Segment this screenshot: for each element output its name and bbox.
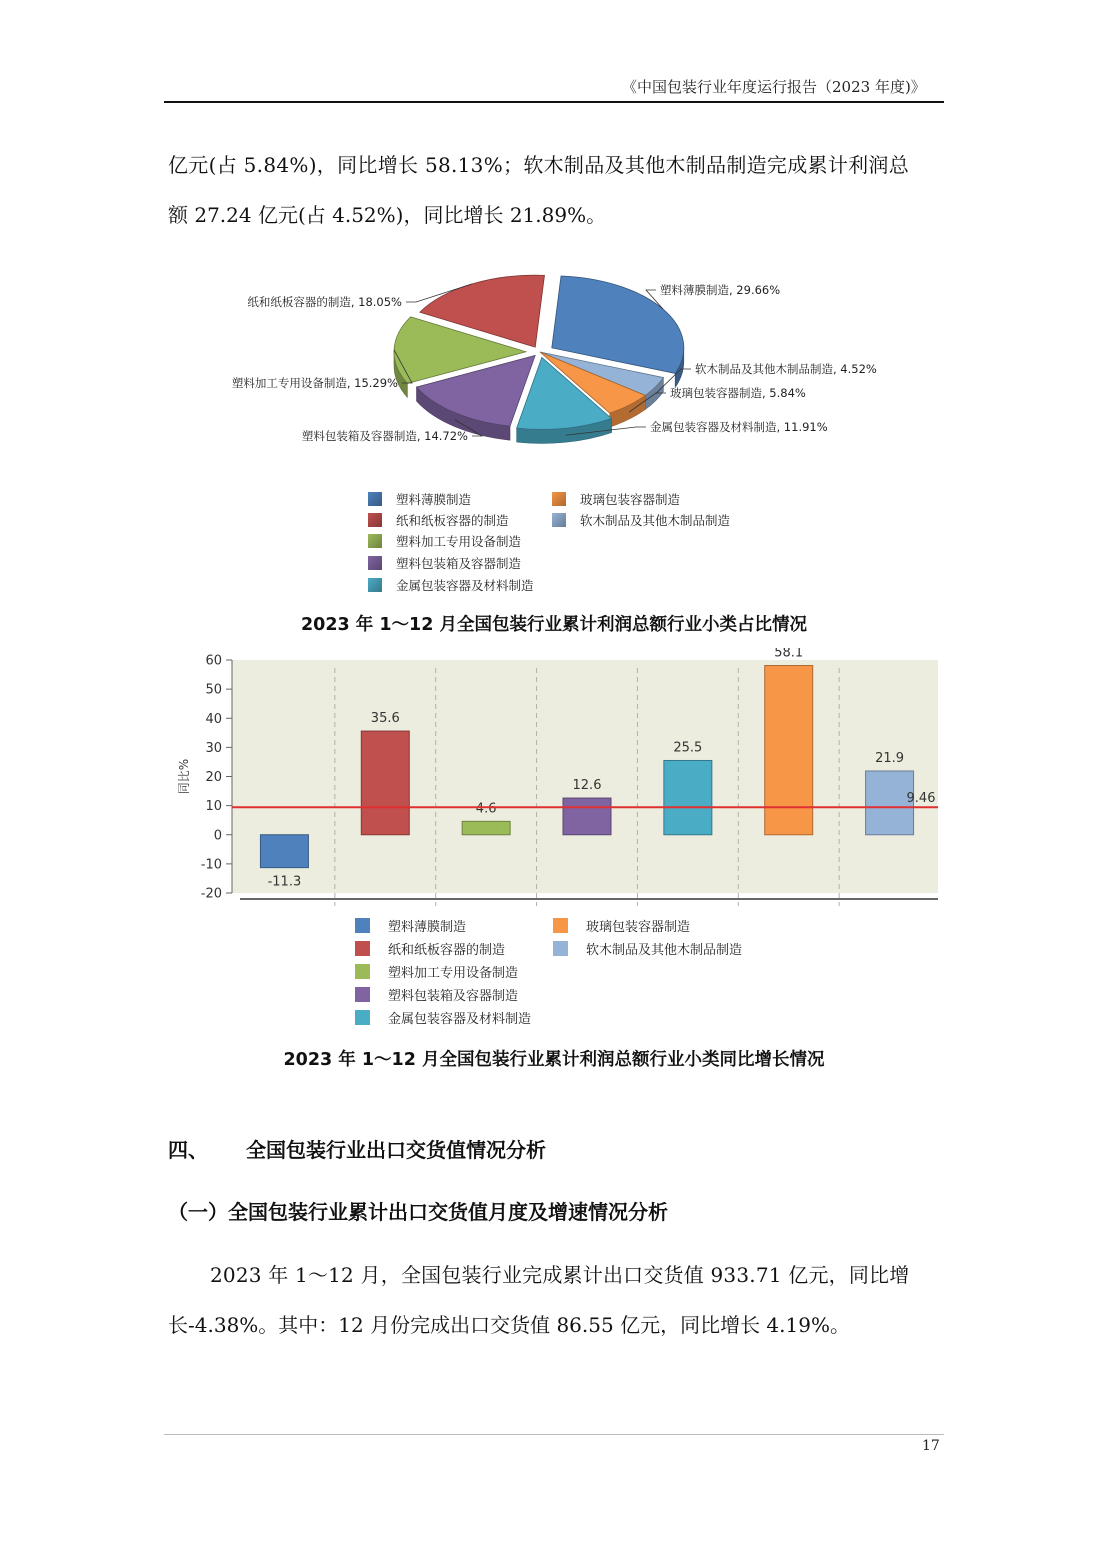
pie-data-label: 软木制品及其他木制品制造, 4.52% [695, 362, 877, 376]
legend-item [355, 962, 518, 981]
legend-label: 塑料包装箱及容器制造 [396, 556, 522, 571]
legend-label: 软木制品及其他木制品制造 [586, 943, 743, 958]
bar-value-label: 35.6 [370, 711, 400, 727]
y-tick-label: -10 [200, 857, 222, 873]
reference-line-label: 9.46 [906, 791, 936, 807]
bar [563, 798, 611, 835]
pie-chart-svg [168, 270, 943, 605]
legend-swatch [553, 918, 568, 933]
legend-label: 塑料加工专用设备制造 [388, 966, 519, 981]
header-rule [164, 101, 944, 103]
section-paragraph [168, 1250, 943, 1350]
legend-swatch [355, 941, 370, 956]
legend-label: 塑料加工专用设备制造 [396, 534, 522, 549]
pie-chart [168, 270, 943, 605]
bar-chart-caption: 2023 年 1～12 月全国包装行业累计利润总额行业小类同比增长情况 [283, 1050, 825, 1070]
bar [361, 731, 409, 835]
legend-label: 塑料包装箱及容器制造 [388, 989, 519, 1004]
running-header: 《中国包装行业年度运行报告（2023 年度)》 [622, 78, 926, 96]
bar-value-label: 21.9 [875, 750, 905, 766]
y-axis-label: 同比% [177, 758, 191, 795]
bar-value-label: 25.5 [673, 740, 703, 756]
legend-label: 玻璃包装容器制造 [586, 920, 691, 935]
legend-item [368, 554, 521, 572]
pie-data-label: 塑料加工专用设备制造, 15.29% [231, 376, 398, 390]
legend-item [355, 939, 505, 958]
intro-paragraph [168, 140, 943, 240]
legend-item [552, 490, 680, 508]
bar-value-label: 12.6 [572, 778, 602, 794]
bar [462, 821, 510, 834]
legend-label: 金属包装容器及材料制造 [388, 1012, 532, 1027]
section-heading-number: 四、 [168, 1138, 208, 1162]
section-heading-4 [168, 1134, 546, 1163]
legend-item [355, 985, 518, 1004]
bar [664, 760, 712, 834]
section-heading-text: 全国包装行业出口交货值情况分析 [246, 1138, 546, 1162]
legend-item [552, 511, 730, 529]
legend-swatch [552, 513, 566, 527]
legend-swatch [368, 578, 382, 592]
pie-chart-caption: 2023 年 1～12 月全国包装行业累计利润总额行业小类占比情况 [300, 615, 807, 635]
legend-swatch [355, 1010, 370, 1025]
legend-label: 纸和纸板容器的制造 [388, 943, 506, 958]
bar-chart-svg [168, 648, 943, 1033]
y-tick-label: 20 [205, 770, 222, 785]
bar [260, 835, 308, 868]
legend-swatch [368, 513, 382, 527]
pie-data-label: 纸和纸板容器的制造, 18.05% [247, 295, 402, 309]
section-line-1: 2023 年 1～12 月，全国包装行业完成累计出口交货值 933.71 亿元，同比增 [210, 1263, 910, 1287]
legend-swatch [355, 987, 370, 1002]
pie-data-label: 玻璃包装容器制造, 5.84% [670, 386, 806, 400]
legend-swatch [368, 534, 382, 548]
legend-item [368, 576, 534, 594]
legend-swatch [355, 964, 370, 979]
legend-item [368, 532, 521, 550]
y-tick-label: 30 [205, 740, 222, 756]
section-line-2: 长-4.38%。其中：12 月份完成出口交货值 86.55 亿元，同比增长 4.19%。 [168, 1313, 850, 1337]
bar-value-label: 4.6 [475, 801, 497, 817]
legend-swatch [355, 918, 370, 933]
pie-data-label: 金属包装容器及材料制造, 11.91% [650, 420, 828, 434]
pie-data-label: 塑料包装箱及容器制造, 14.72% [301, 429, 468, 443]
legend-swatch [553, 941, 568, 956]
y-tick-label: -20 [200, 886, 222, 902]
bar-chart [168, 648, 943, 1033]
legend-swatch [368, 556, 382, 570]
legend-label: 软木制品及其他木制品制造 [580, 513, 731, 528]
y-tick-label: 10 [205, 799, 222, 815]
intro-line-2: 额 27.24 亿元(占 4.52%)，同比增长 21.89%。 [168, 203, 607, 227]
legend-item [368, 490, 471, 508]
subsection-heading: （一）全国包装行业累计出口交货值月度及增速情况分析 [168, 1200, 668, 1224]
plot-area [232, 660, 938, 893]
y-tick-label: 50 [205, 682, 222, 698]
y-tick-label: 40 [205, 711, 222, 727]
bar [765, 666, 813, 835]
legend-item [553, 939, 742, 958]
legend-label: 塑料薄膜制造 [388, 920, 467, 935]
legend-label: 金属包装容器及材料制造 [396, 578, 534, 593]
legend-item [553, 916, 690, 935]
legend-label: 玻璃包装容器制造 [580, 492, 681, 507]
y-tick-label: 60 [205, 653, 222, 669]
page-number: 17 [922, 1438, 940, 1454]
footer-rule [164, 1434, 944, 1435]
legend-item [355, 916, 466, 935]
y-tick-label: 0 [213, 828, 222, 844]
legend-item [355, 1008, 531, 1027]
legend-label: 塑料薄膜制造 [396, 492, 472, 507]
bar-value-label: 58.1 [774, 648, 804, 661]
intro-line-1: 亿元(占 5.84%)，同比增长 58.13%；软木制品及其他木制品制造完成累计利润总 [168, 153, 910, 177]
legend-swatch [552, 492, 566, 506]
bar-value-label: -11.3 [267, 874, 302, 890]
legend-label: 纸和纸板容器的制造 [396, 513, 509, 528]
legend-item [368, 511, 509, 529]
legend-swatch [368, 492, 382, 506]
pie-data-label: 塑料薄膜制造, 29.66% [660, 283, 781, 297]
